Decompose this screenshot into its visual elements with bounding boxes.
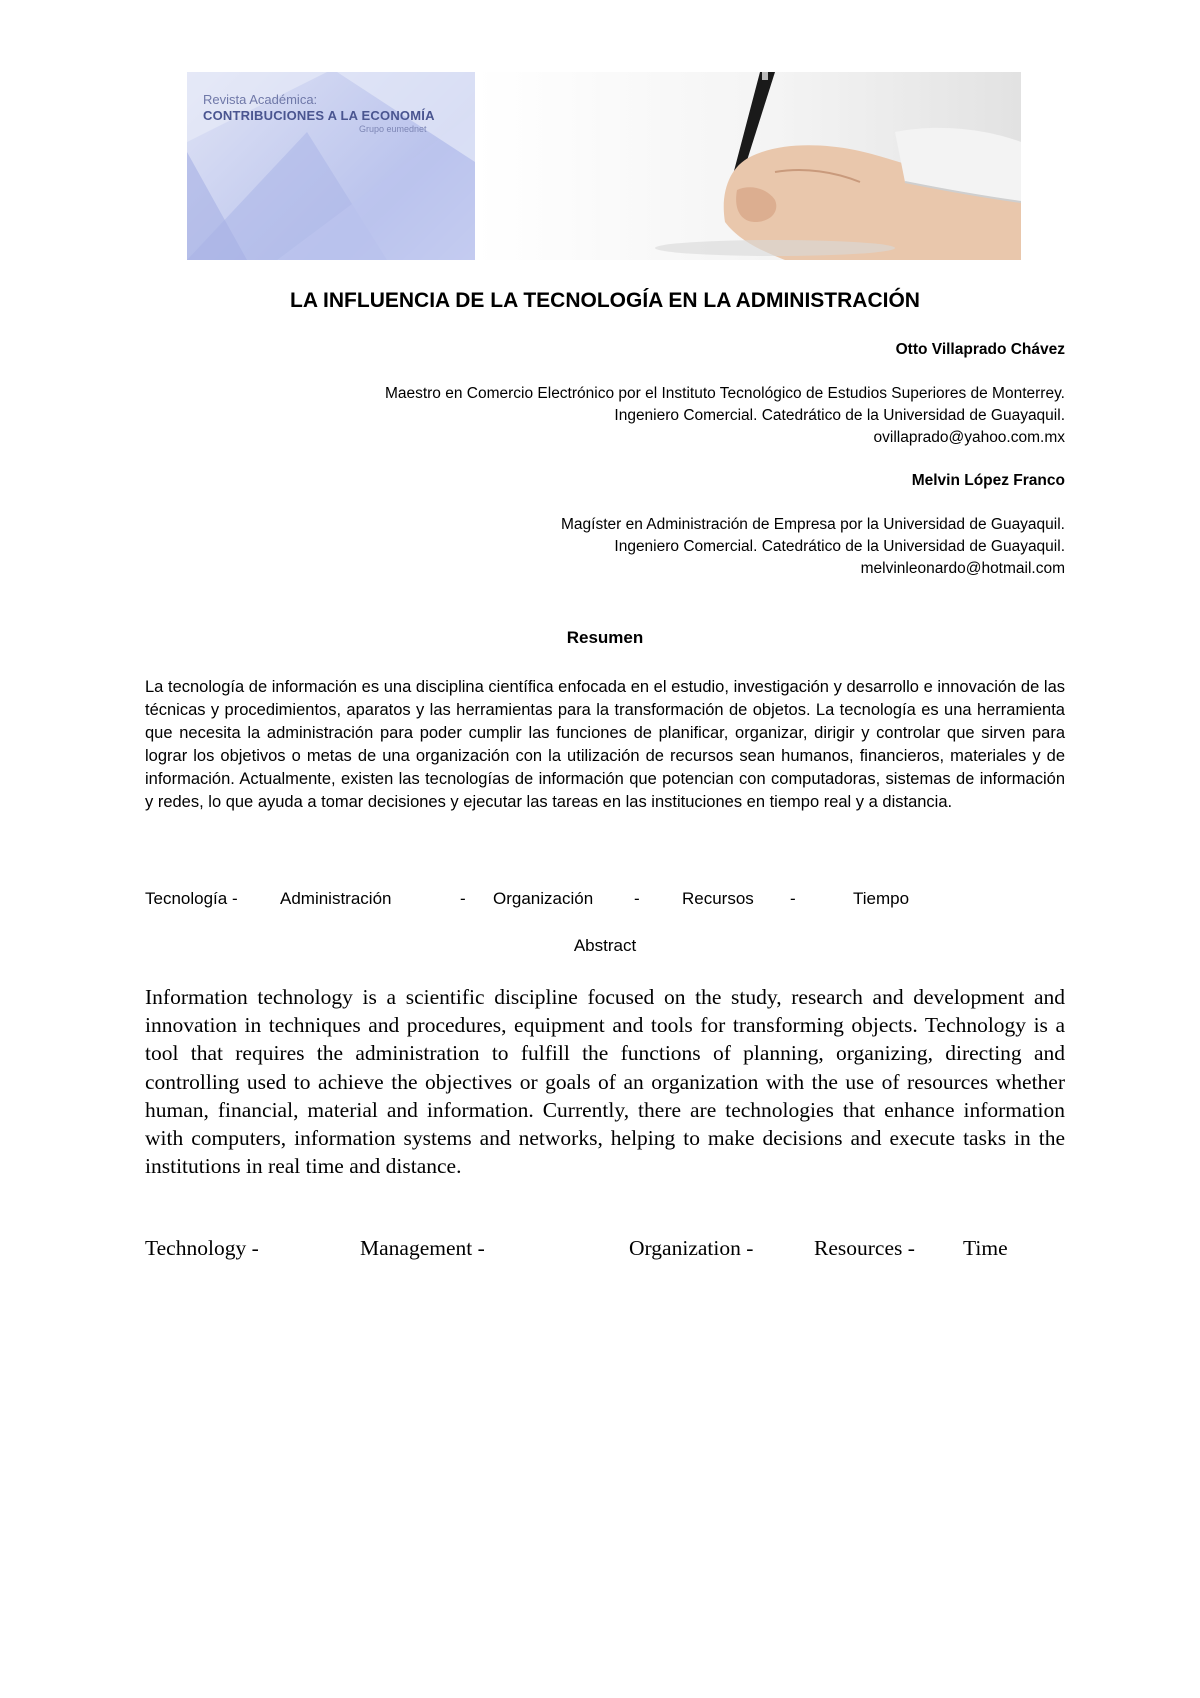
keyword: Technology - [145,1236,259,1260]
hand-writing-photo [475,72,1021,260]
author-2-affiliation [145,514,1065,580]
keyword-separator: - [790,889,796,908]
affiliation-line: Ingeniero Comercial. Catedrático de la Universidad de Guayaquil. [614,407,1065,424]
keyword: Tiempo [853,889,910,908]
keyword: Time [963,1236,1008,1260]
abstract-keywords [145,1236,1065,1266]
keyword: Resources - [814,1236,915,1260]
author-email: melvinleonardo@hotmail.com [860,560,1065,577]
resumen-body: La tecnología de información es una disciplina científica enfocada en el estudio, investigación y desarrollo e innovación de las técnicas y procedimientos, aparatos y las herramientas para la transformación de objetos. La tecnología es una herramienta que necesita la administración para poder cumplir las funciones de planificar, organizar, dirigir y controlar que sirven para lograr los objetivos o metas de una organización con la utilización de recursos sean humanos, financieros, materiales y de información. Actualmente, existen las tecnologías de información que potencian con computadoras, sistemas de información y redes, lo que ayuda a tomar decisiones y ejecutar las tareas en las instituciones en tiempo real y a distancia. [145,678,1065,811]
author-2-name [145,470,1065,492]
keyword: Administración [280,889,392,908]
resumen-keywords [145,889,1065,913]
journal-publisher: Grupo eumednet [359,124,427,134]
hand-with-pen-icon [475,72,1021,260]
abstract-body: Information technology is a scientific discipline focused on the study, research and development and innovation in techniques and procedures, equipment and tools for transforming objects. Technology is a tool that requires the administration to fulfill the functions of planning, organizing, directing and controlling used to achieve the objectives or goals of an organization with the use of resources whether human, financial, material and information. Currently, there are technologies that enhance information with computers, information systems and networks, helping to make decisions and execute tasks in the institutions in real time and distance. [145,985,1065,1179]
keyword: Management - [360,1236,485,1260]
author-email: ovillaprado@yahoo.com.mx [873,429,1065,446]
author-name: Otto Villaprado Chávez [895,341,1065,358]
journal-label: Revista Académica: [203,92,318,107]
journal-name: CONTRIBUCIONES A LA ECONOMÍA [203,108,435,123]
keyword: Organization - [629,1236,754,1260]
affiliation-line: Maestro en Comercio Electrónico por el Instituto Tecnológico de Estudios Superiores de Monterrey. [384,385,1065,402]
abstract-heading: Abstract [573,936,637,955]
journal-header-banner [187,72,1021,260]
author-1-affiliation [145,383,1065,449]
keyword-separator: - [460,889,466,908]
author-name: Melvin López Franco [911,472,1065,489]
resumen-heading: Resumen [566,628,644,647]
paper-title: LA INFLUENCIA DE LA TECNOLOGÍA EN LA ADMINISTRACIÓN [290,289,920,312]
journal-logo [187,72,475,260]
keyword: Recursos [682,889,754,908]
keyword: Organización [493,889,594,908]
keyword: Tecnología - [145,889,238,908]
author-1-name [145,339,1065,361]
affiliation-line: Magíster en Administración de Empresa por la Universidad de Guayaquil. [560,516,1065,533]
affiliation-line: Ingeniero Comercial. Catedrático de la Universidad de Guayaquil. [614,538,1065,555]
keyword-separator: - [634,889,640,908]
